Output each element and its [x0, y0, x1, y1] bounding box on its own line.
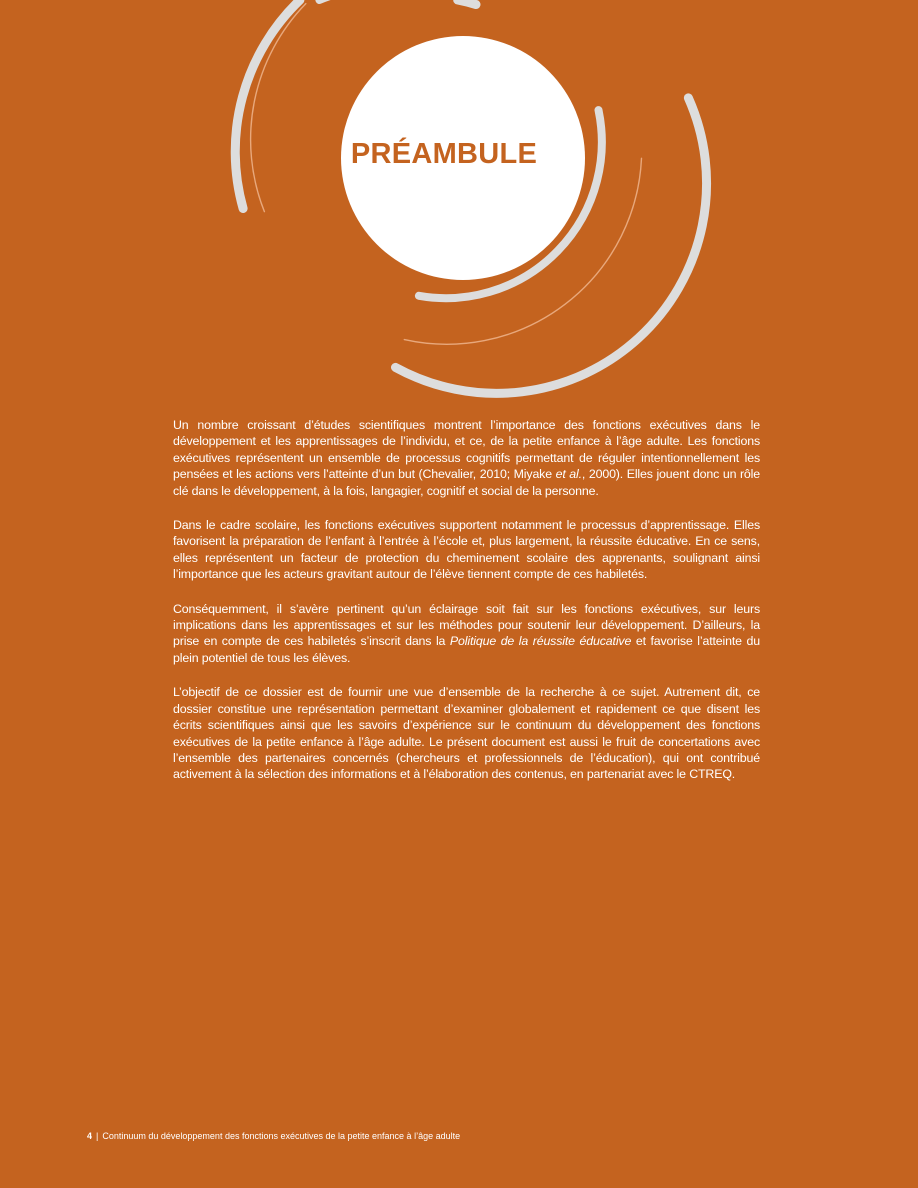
footer-separator: | — [96, 1131, 99, 1141]
title-wrap — [330, 138, 558, 171]
body-text — [173, 417, 760, 801]
thin-arc-left — [251, 4, 306, 212]
paragraph-1 — [173, 417, 760, 499]
outer-arc-top-right — [458, 0, 476, 5]
page-number: 4 — [87, 1131, 93, 1141]
paragraph-4: L’objectif de ce dossier est de fournir une vue d’ensemble de la recherche à ce sujet. Autrement dit, ce dossier constitue une représentation permettant d’examiner globalement et rapidement ce que disent les écrits scientifiques ainsi que les savoirs d’expérience sur le continuum du développement des fonctions exécutives de la petite enfance à l’âge adulte. Le présent document est aussi le fruit de concertations avec l’ensemble des partenaires concernés (chercheurs et professionnels de l’éducation), qui ont contribué activement à la sélection des informations et à l’élaboration des contenus, en partenariat avec le CTREQ. — [173, 685, 760, 782]
paragraph-3-part-b: et favorise l’atteinte du plein potentiel de tous les élèves. — [173, 634, 760, 665]
paragraph-3-part-a: Conséquemment, il s’avère pertinent qu’un éclairage soit fait sur les fonctions exécutives, sur leurs implications dans les apprentissages et sur les méthodes pour soutenir leur développement. D’ailleurs, la prise en compte de ces habiletés s’inscrit dans la — [173, 601, 760, 649]
paragraph-3-italic: Politique de la réussite éducative — [449, 634, 632, 649]
paragraph-1-part-b: , 2000). Elles jouent donc un rôle clé dans le développement, à la fois, langagier, cognitif et social de la personne. — [173, 467, 761, 498]
paragraph-1-italic: et al. — [555, 467, 582, 482]
paragraph-3 — [173, 601, 760, 667]
paragraph-1-part-a: Un nombre croissant d’études scientifiques montrent l’importance des fonctions exécutives dans le développement et les apprentissages de l’individu, et ce, de la petite enfance à l’âge adulte. Les fonctions exécutives représentent un ensemble de processus cognitifs permettant de réguler intentionnellement les pensées et les actions vers l’atteinte d’un but (Chevalier, 2010; Miyake — [173, 418, 760, 482]
page-footer — [87, 1131, 460, 1141]
outer-arc-left — [235, 0, 300, 209]
footer-title: Continuum du développement des fonctions exécutives de la petite enfance à l’âge adulte — [102, 1131, 461, 1141]
paragraph-2: Dans le cadre scolaire, les fonctions exécutives supportent notamment le processus d’apprentissage. Elles favorisent la préparation de l’enfant à l’entrée à l’école et, plus largement, la réussite éducative. En ce sens, elles représentent un facteur de protection du cheminement scolaire des apprenants, soulignant ainsi l’importance que les acteurs gravitant autour de l’élève tiennent compte de ces habiletés. — [173, 518, 760, 582]
circle-arcs-graphic — [0, 0, 918, 420]
page-title: PRÉAMBULE — [350, 138, 538, 170]
